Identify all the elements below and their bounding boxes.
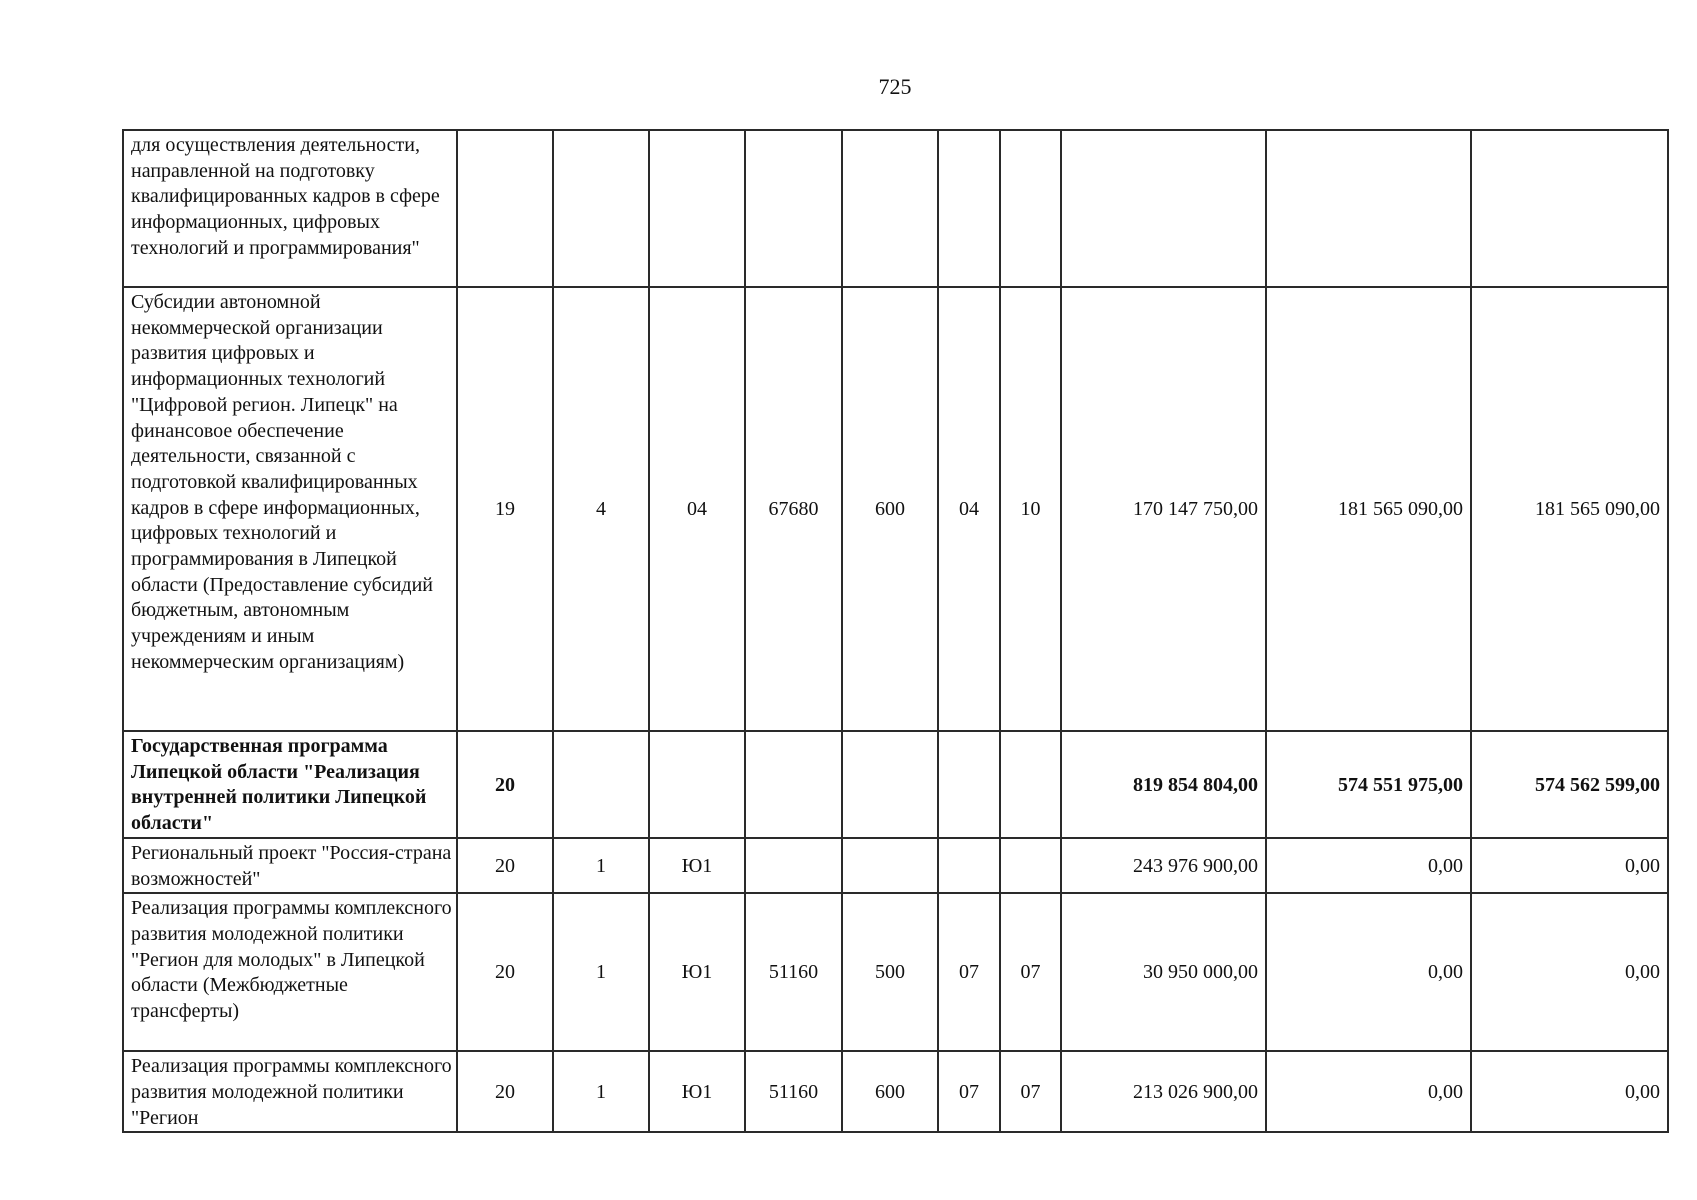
code-cell — [842, 838, 938, 893]
table-row — [123, 287, 1668, 731]
code-cell: 07 — [1000, 1051, 1061, 1132]
code-cell — [745, 838, 842, 893]
table-row — [123, 731, 1668, 838]
code-cell: 1 — [553, 893, 649, 1051]
code-cell: 07 — [1000, 893, 1061, 1051]
row-name: Региональный проект "Россия-страна возможностей" — [123, 838, 457, 893]
code-cell: 1 — [553, 838, 649, 893]
code-cell: Ю1 — [649, 893, 745, 1051]
code-cell: 4 — [553, 287, 649, 731]
code-cell: 20 — [457, 838, 553, 893]
row-name: для осуществления деятельности, направленной на подготовку квалифицированных кадров в сфере информационных, цифровых технологий и программирования" — [123, 130, 457, 287]
code-cell: 600 — [842, 287, 938, 731]
amount-cell — [1471, 130, 1668, 287]
amount-cell: 243 976 900,00 — [1061, 838, 1266, 893]
code-cell: 07 — [938, 1051, 1000, 1132]
code-cell — [553, 731, 649, 838]
code-cell: 51160 — [745, 1051, 842, 1132]
amount-cell: 574 551 975,00 — [1266, 731, 1471, 838]
page-number: 725 — [878, 74, 912, 99]
budget-table — [122, 129, 1669, 1133]
amount-cell: 0,00 — [1471, 838, 1668, 893]
amount-cell: 170 147 750,00 — [1061, 287, 1266, 731]
code-cell: 500 — [842, 893, 938, 1051]
amount-cell — [1061, 130, 1266, 287]
code-cell — [842, 130, 938, 287]
row-name: Государственная программа Липецкой области "Реализация внутренней политики Липецкой области" — [123, 731, 457, 838]
amount-cell: 0,00 — [1471, 893, 1668, 1051]
row-name: Реализация программы комплексного развития молодежной политики "Регион — [123, 1051, 457, 1132]
code-cell: 1 — [553, 1051, 649, 1132]
code-cell — [938, 130, 1000, 287]
amount-cell: 0,00 — [1266, 838, 1471, 893]
code-cell: 51160 — [745, 893, 842, 1051]
amount-cell: 0,00 — [1471, 1051, 1668, 1132]
code-cell: 20 — [457, 1051, 553, 1132]
code-cell — [745, 130, 842, 287]
code-cell: 20 — [457, 731, 553, 838]
amount-cell: 30 950 000,00 — [1061, 893, 1266, 1051]
code-cell — [745, 731, 842, 838]
code-cell — [938, 731, 1000, 838]
table-row — [123, 838, 1668, 893]
code-cell — [649, 731, 745, 838]
table-row — [123, 893, 1668, 1051]
amount-cell: 819 854 804,00 — [1061, 731, 1266, 838]
code-cell: 600 — [842, 1051, 938, 1132]
code-cell — [938, 838, 1000, 893]
row-name: Реализация программы комплексного развития молодежной политики "Регион для молодых" в Липецкой области (Межбюджетные трансферты) — [123, 893, 457, 1051]
code-cell — [457, 130, 553, 287]
table-row — [123, 1051, 1668, 1132]
code-cell — [553, 130, 649, 287]
code-cell — [649, 130, 745, 287]
code-cell: 07 — [938, 893, 1000, 1051]
amount-cell: 181 565 090,00 — [1471, 287, 1668, 731]
amount-cell — [1266, 130, 1471, 287]
amount-cell: 574 562 599,00 — [1471, 731, 1668, 838]
code-cell: 04 — [649, 287, 745, 731]
code-cell: 20 — [457, 893, 553, 1051]
amount-cell: 0,00 — [1266, 893, 1471, 1051]
code-cell: Ю1 — [649, 838, 745, 893]
code-cell: 10 — [1000, 287, 1061, 731]
code-cell — [1000, 838, 1061, 893]
code-cell: 04 — [938, 287, 1000, 731]
code-cell: Ю1 — [649, 1051, 745, 1132]
table-row — [123, 130, 1668, 287]
code-cell — [842, 731, 938, 838]
code-cell — [1000, 130, 1061, 287]
code-cell — [1000, 731, 1061, 838]
row-name: Субсидии автономной некоммерческой организации развития цифровых и информационных технологий "Цифровой регион. Липецк" на финансовое обеспечение деятельности, связанной с подготовкой квалифицированных кадров в сфере информационных, цифровых технологий и программирования в Липецкой области (Предоставление субсидий бюджетным, автономным учреждениям и иным некоммерческим организациям) — [123, 287, 457, 731]
code-cell: 19 — [457, 287, 553, 731]
amount-cell: 0,00 — [1266, 1051, 1471, 1132]
amount-cell: 213 026 900,00 — [1061, 1051, 1266, 1132]
code-cell: 67680 — [745, 287, 842, 731]
amount-cell: 181 565 090,00 — [1266, 287, 1471, 731]
